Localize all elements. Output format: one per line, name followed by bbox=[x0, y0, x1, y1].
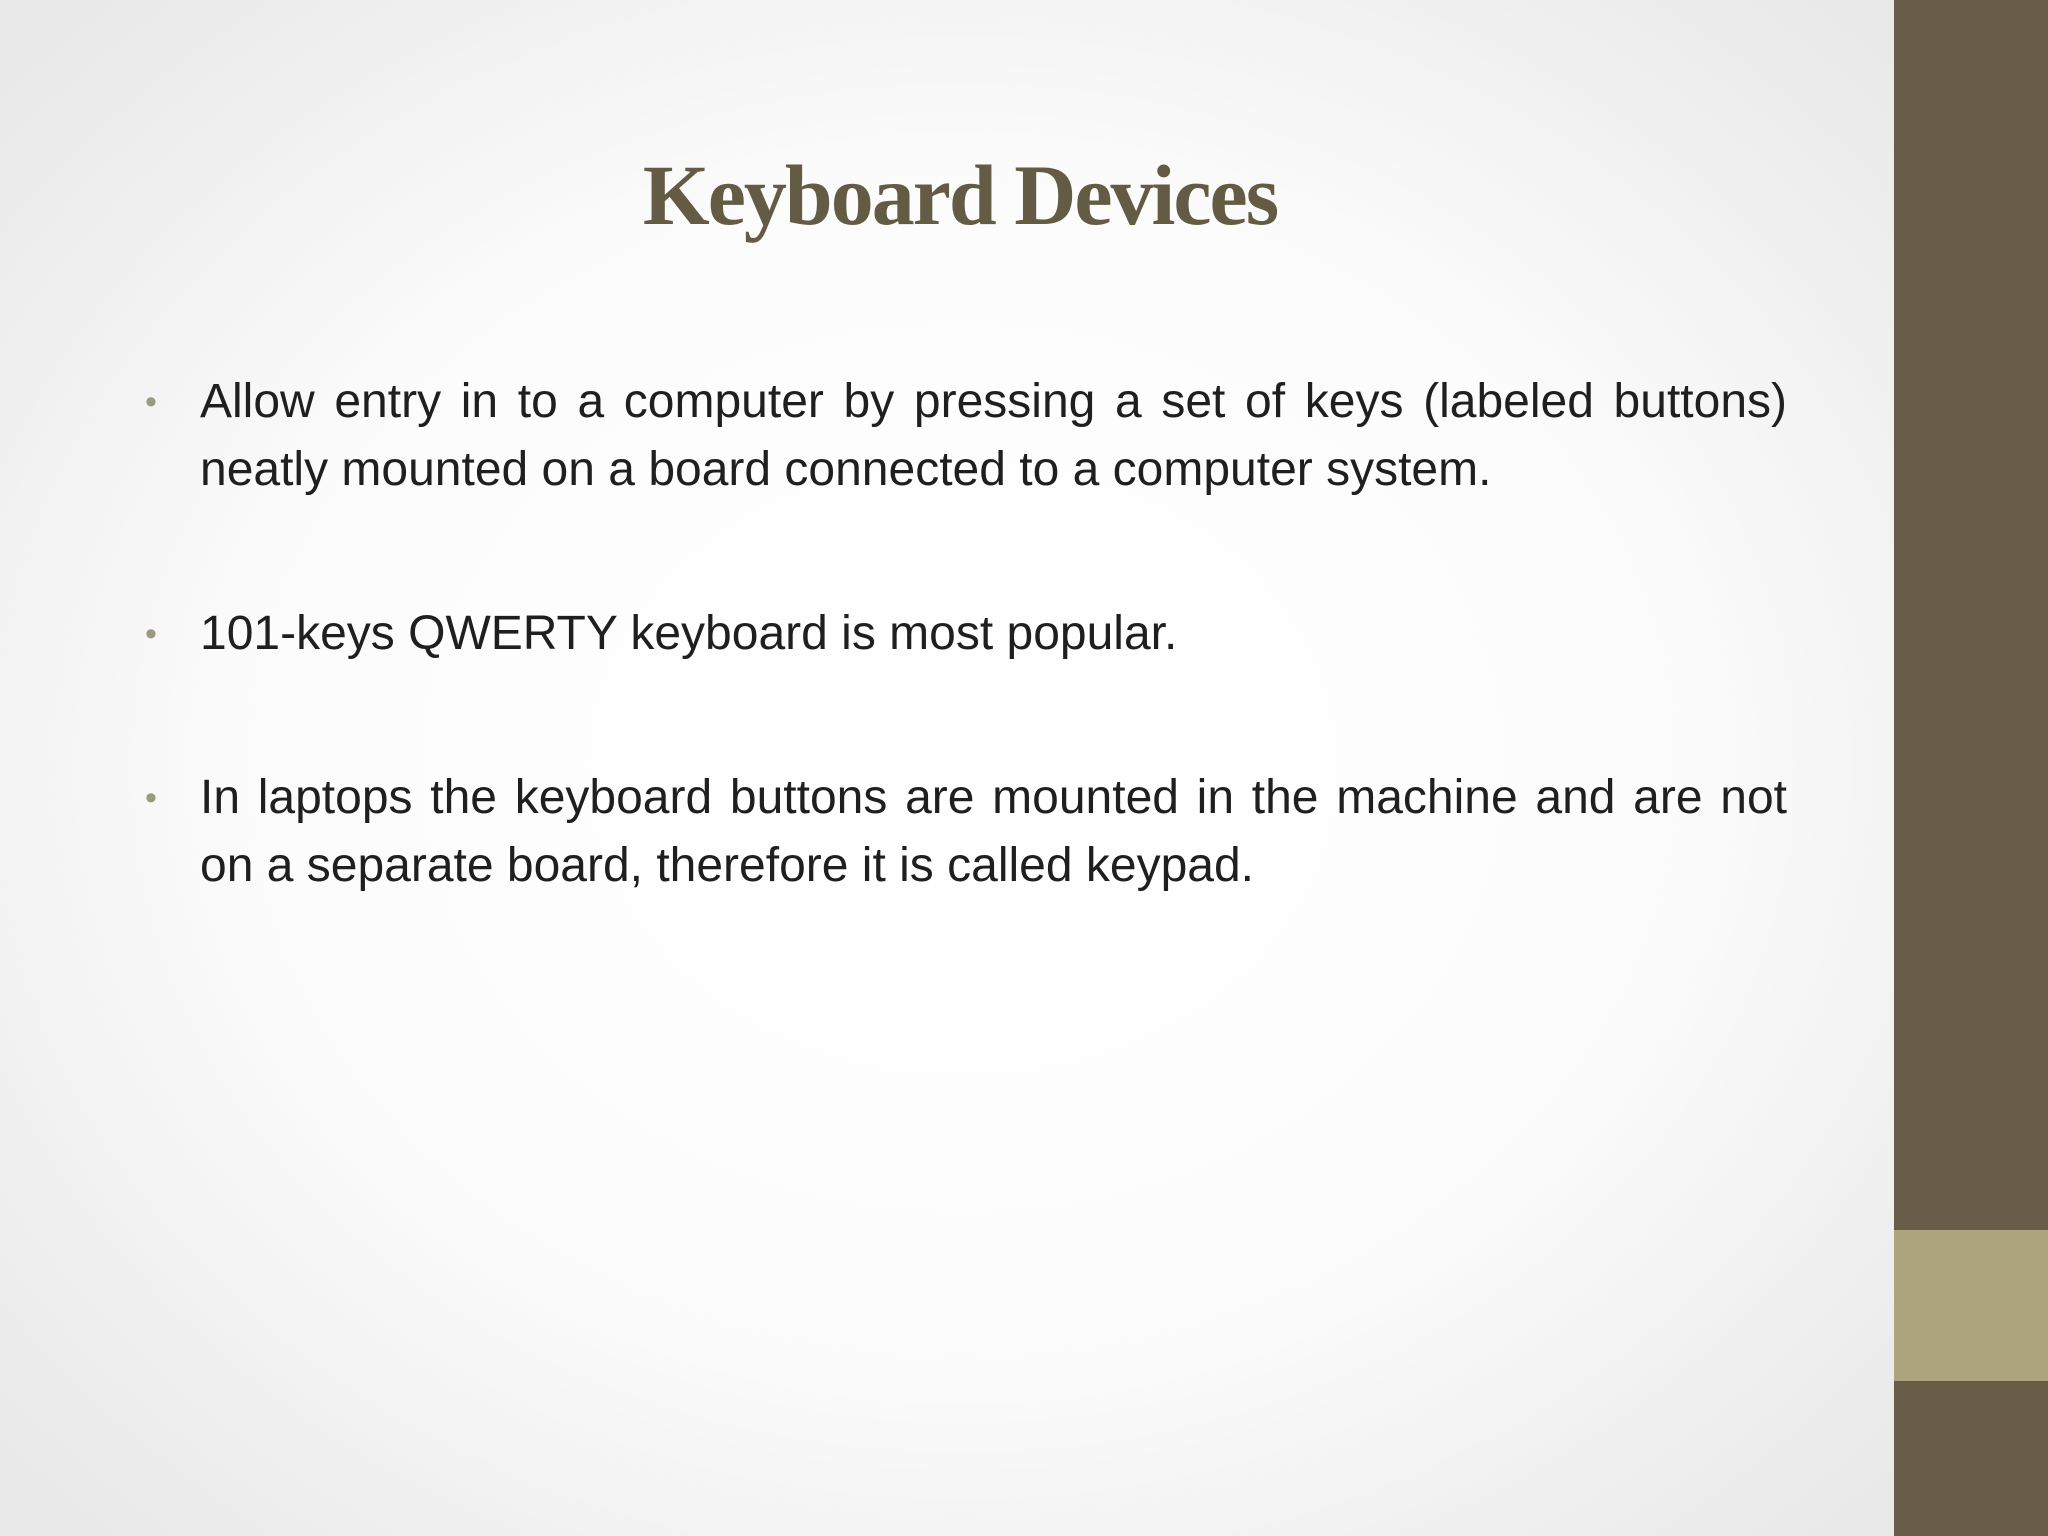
bullet-text: In laptops the keyboard buttons are mounted in the machine and are not on a separate board, therefore it is called keypad. bbox=[200, 771, 1787, 892]
bullet-dot-icon: • bbox=[145, 383, 157, 421]
bullet-text: 101-keys QWERTY keyboard is most popular. bbox=[200, 607, 1178, 660]
slide-title: Keyboard Devices bbox=[642, 147, 1278, 243]
bullet-item bbox=[145, 764, 1787, 900]
bullet-dot-icon: • bbox=[145, 779, 157, 817]
bullet-item bbox=[145, 600, 1787, 668]
bullet-dot-icon: • bbox=[145, 615, 157, 653]
bullet-list bbox=[145, 368, 1787, 900]
bullet-item bbox=[145, 368, 1787, 504]
side-accent-block bbox=[1894, 1230, 2048, 1381]
bullet-text: Allow entry in to a computer by pressing a set of keys (labeled buttons) neatly mounted on a board connected to a computer system. bbox=[200, 375, 1787, 496]
